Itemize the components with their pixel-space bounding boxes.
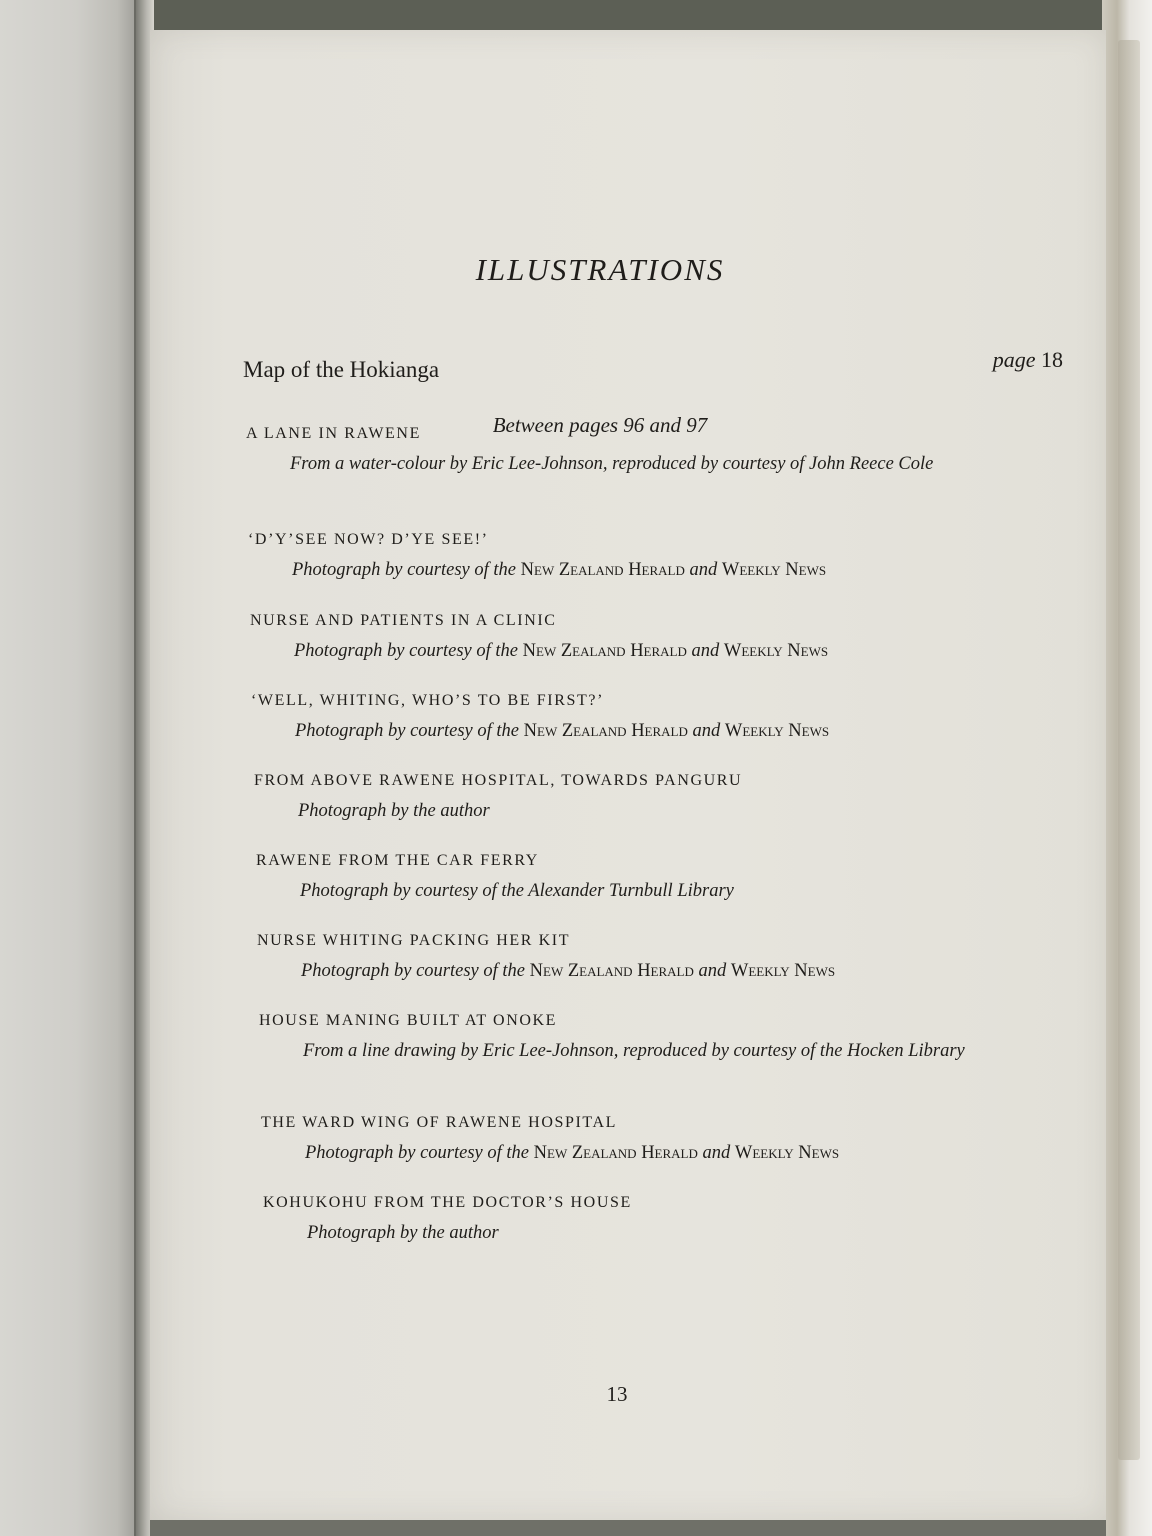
- credit-and: and: [692, 721, 721, 741]
- page-title: ILLUSTRATIONS: [475, 252, 725, 287]
- credit-prefix: Photograph by courtesy of the: [294, 641, 519, 661]
- credit-prefix: Photograph by courtesy of the: [305, 1143, 530, 1163]
- illustration-entry: [251, 692, 1081, 743]
- entry-title: RAWENE FROM THE CAR FERRY: [256, 852, 539, 869]
- illustration-entry: [259, 1012, 1089, 1063]
- illustration-entry: [256, 852, 1086, 903]
- illustration-entry: [257, 932, 1087, 983]
- entry-title: NURSE AND PATIENTS IN A CLINIC: [250, 612, 557, 629]
- illustration-entry: [263, 1194, 1093, 1245]
- book-page: [150, 30, 1106, 1520]
- entry-credit: Photograph by courtesy of the Alexander Turnbull Library: [300, 881, 734, 901]
- credit-org: New Zealand Herald: [523, 721, 688, 741]
- illustration-entry: [250, 612, 1080, 663]
- credit-prefix: Photograph by courtesy of the: [301, 961, 526, 981]
- credit-prefix: Photograph by courtesy of the: [295, 721, 520, 741]
- entry-title: KOHUKOHU FROM THE DOCTOR’S HOUSE: [263, 1194, 632, 1211]
- entry-title: A LANE IN RAWENE: [246, 425, 421, 442]
- entry-credit: From a water-colour by Eric Lee-Johnson, reproduced by courtesy of John Reece Cole: [290, 454, 934, 474]
- credit-org: New Zealand Herald: [520, 560, 685, 580]
- entry-title: ‘D’Y’SEE NOW? D’YE SEE!’: [248, 531, 489, 548]
- entry-credit: [305, 1141, 1091, 1165]
- page-number: 18: [1041, 347, 1063, 372]
- page-word: page: [992, 347, 1036, 372]
- entry-title: HOUSE MANING BUILT AT ONOKE: [259, 1012, 558, 1029]
- entry-title: FROM ABOVE RAWENE HOSPITAL, TOWARDS PANGURU: [254, 772, 743, 789]
- illustration-entry: [254, 772, 1084, 823]
- credit-org: New Zealand Herald: [522, 641, 687, 661]
- credit-prefix: Photograph by courtesy of the: [292, 560, 517, 580]
- entry-title: NURSE WHITING PACKING HER KIT: [257, 932, 571, 949]
- between-pages-heading: Between pages 96 and 97: [492, 413, 708, 437]
- credit-org: New Zealand Herald: [533, 1143, 698, 1163]
- credit-org: Weekly News: [734, 1143, 840, 1163]
- map-entry-page: [993, 347, 1063, 373]
- page-number-footer: 13: [606, 1382, 628, 1406]
- illustration-entry: [248, 531, 1078, 582]
- binding-strip: [1118, 40, 1140, 1460]
- entry-credit: [301, 959, 1087, 983]
- illustration-entry: [261, 1114, 1091, 1165]
- entry-credit: [294, 639, 1080, 663]
- credit-org: Weekly News: [730, 961, 836, 981]
- entry-credit: Photograph by the author: [307, 1223, 499, 1243]
- entry-title: THE WARD WING OF RAWENE HOSPITAL: [261, 1114, 618, 1131]
- credit-org: New Zealand Herald: [529, 961, 694, 981]
- entry-credit: [295, 719, 1081, 743]
- facing-page: [0, 0, 138, 1536]
- illustration-entry: [246, 425, 1076, 476]
- credit-and: and: [689, 560, 718, 580]
- credit-org: Weekly News: [721, 560, 827, 580]
- credit-org: Weekly News: [723, 641, 829, 661]
- entry-title: ‘WELL, WHITING, WHO’S TO BE FIRST?’: [251, 692, 604, 709]
- credit-and: and: [702, 1143, 731, 1163]
- entry-credit: From a line drawing by Eric Lee-Johnson, reproduced by courtesy of the Hocken Library: [303, 1041, 965, 1061]
- map-entry-label: Map of the Hokianga: [243, 357, 440, 382]
- credit-and: and: [691, 641, 720, 661]
- entry-credit: Photograph by the author: [298, 801, 490, 821]
- credit-org: Weekly News: [724, 721, 830, 741]
- credit-and: and: [698, 961, 727, 981]
- entry-credit: [292, 558, 1078, 582]
